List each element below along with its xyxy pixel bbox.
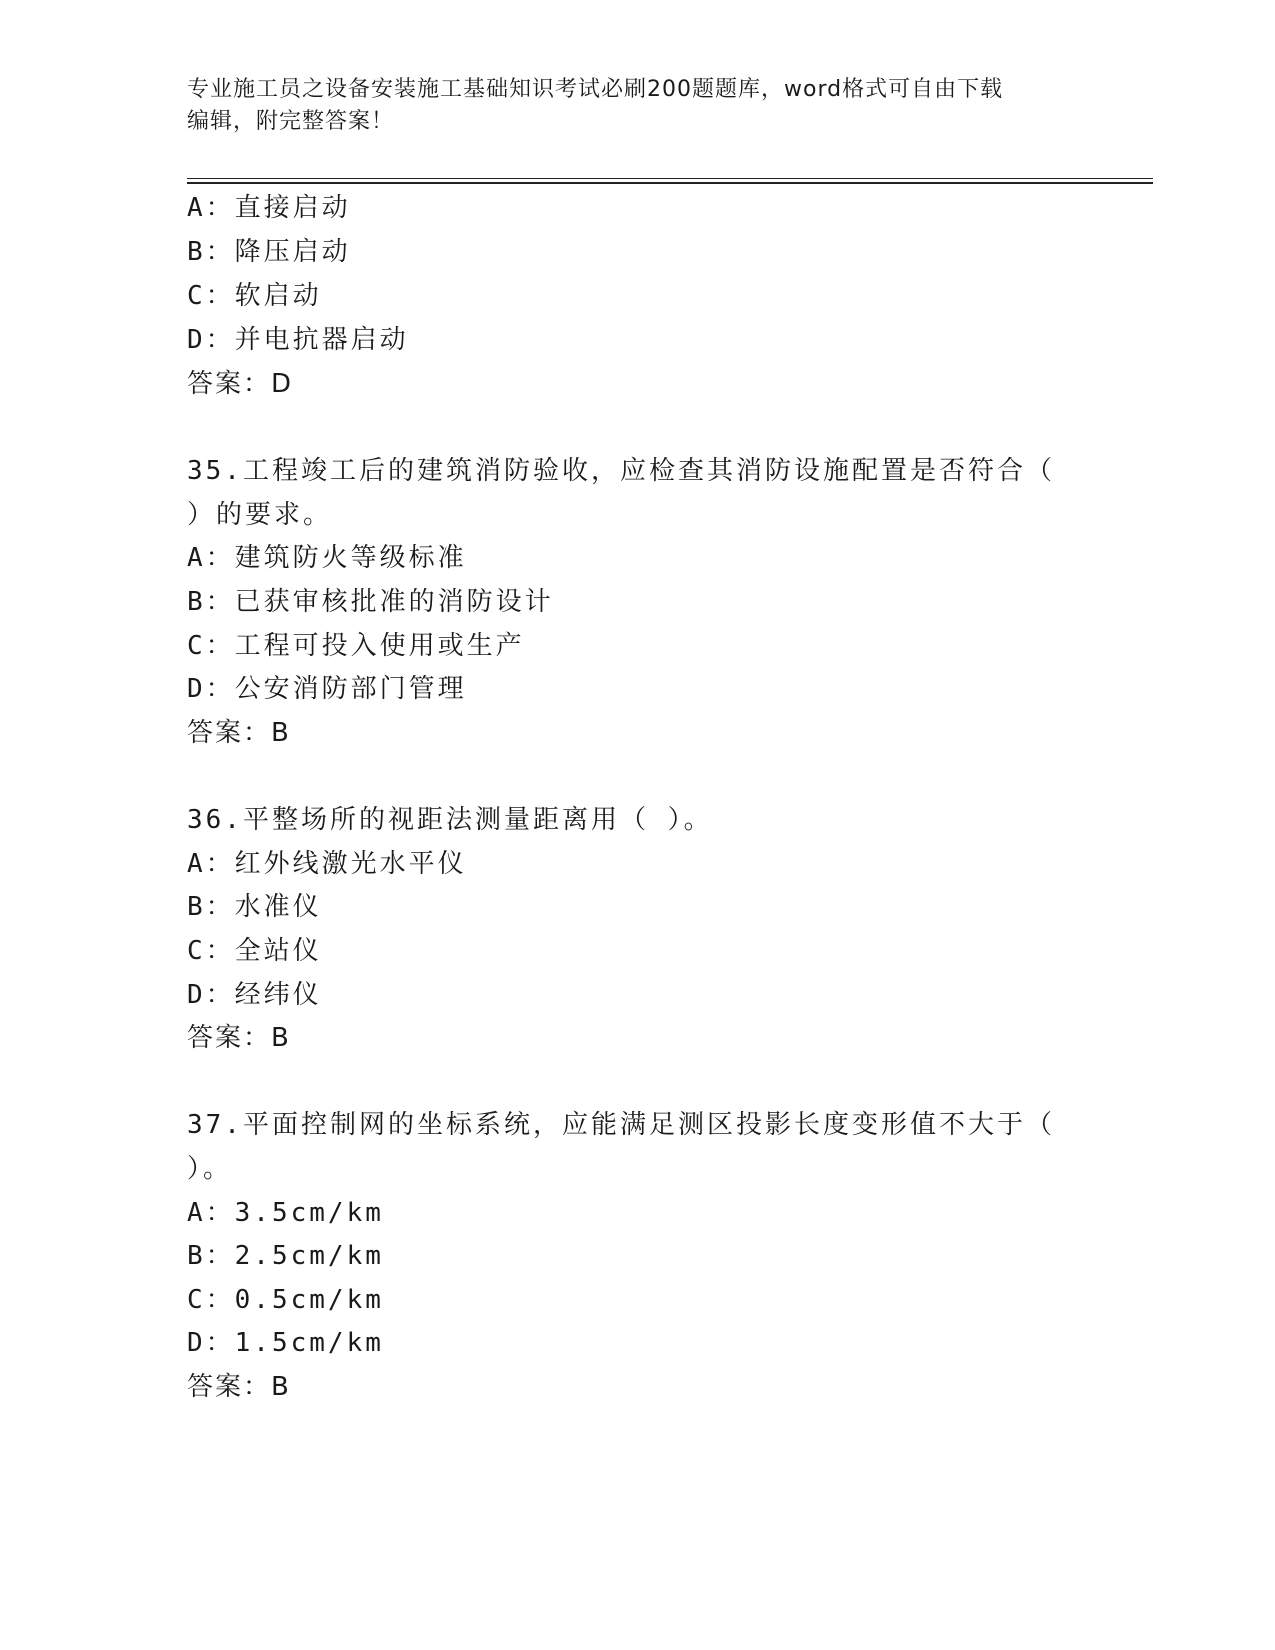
q35-option-b: B：已获审核批准的消防设计 bbox=[187, 587, 554, 617]
q35-option-a: A：建筑防火等级标准 bbox=[187, 543, 467, 573]
q35-option-d: D：公安消防部门管理 bbox=[187, 674, 467, 704]
q36-option-d: D：经纬仪 bbox=[187, 980, 322, 1010]
q36-option-a: A：红外线激光水平仪 bbox=[187, 849, 467, 879]
header-line-2: 编辑，附完整答案！ bbox=[187, 109, 395, 134]
header-divider-thin bbox=[187, 178, 1153, 179]
q36-stem-line-1: 36.平整场所的视距法测量距离用（ ）。 bbox=[187, 805, 713, 835]
q34-answer: 答案：D bbox=[187, 369, 294, 399]
q37-answer: 答案：B bbox=[187, 1372, 291, 1402]
q36-option-b: B：水准仪 bbox=[187, 892, 322, 922]
document-header bbox=[187, 74, 1087, 138]
q34-option-a: A：直接启动 bbox=[187, 193, 351, 223]
q36-answer: 答案：B bbox=[187, 1023, 291, 1053]
q35-answer: 答案：B bbox=[187, 718, 291, 748]
q35-stem-line-2: ）的要求。 bbox=[187, 500, 333, 530]
q34-option-c: C：软启动 bbox=[187, 281, 322, 311]
q37-option-c: C：0.5cm/km bbox=[187, 1285, 384, 1315]
q37-stem-line-1: 37.平面控制网的坐标系统，应能满足测区投影长度变形值不大于（ bbox=[187, 1110, 1055, 1140]
header-divider-thick bbox=[187, 182, 1153, 184]
q35-stem-line-1: 35.工程竣工后的建筑消防验收，应检查其消防设施配置是否符合（ bbox=[187, 456, 1055, 486]
q34-option-d: D：并电抗器启动 bbox=[187, 325, 409, 355]
q37-option-d: D：1.5cm/km bbox=[187, 1328, 384, 1358]
q34-option-b: B：降压启动 bbox=[187, 237, 351, 267]
q37-stem-line-2: ）。 bbox=[187, 1154, 233, 1184]
q35-option-c: C：工程可投入使用或生产 bbox=[187, 631, 525, 661]
q37-option-b: B：2.5cm/km bbox=[187, 1241, 384, 1271]
header-line-1: 专业施工员之设备安装施工基础知识考试必刷200题题库，word格式可自由下载 bbox=[187, 77, 1004, 102]
q36-option-c: C：全站仪 bbox=[187, 936, 322, 966]
q37-option-a: A：3.5cm/km bbox=[187, 1198, 384, 1228]
